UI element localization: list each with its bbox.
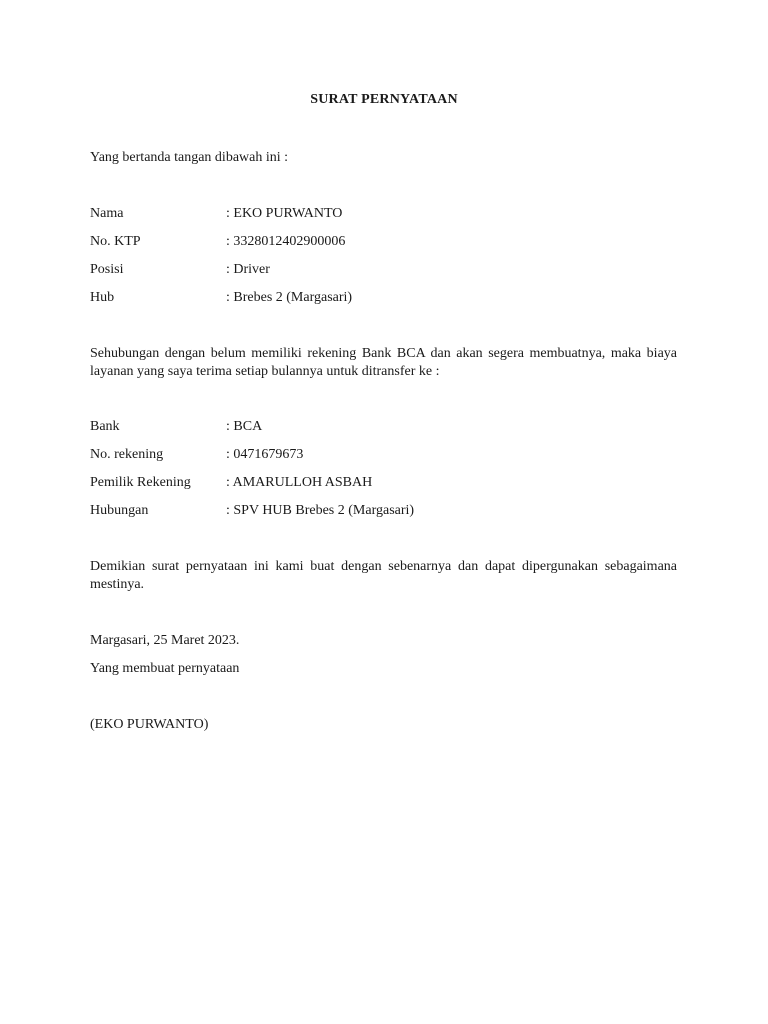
identity-row-name	[90, 205, 680, 223]
identity-row-position	[90, 261, 680, 279]
bank-label: No. rekening	[90, 447, 164, 462]
bank-row-bank	[90, 418, 680, 436]
place-date: Margasari, 25 Maret 2023.	[90, 633, 240, 648]
identity-value: : Driver	[226, 262, 270, 277]
body-paragraph: Sehubungan dengan belum memiliki rekening Bank BCA dan akan segera membuatnya, maka biaya layanan yang saya terima setiap bulannya untuk ditransfer ke :	[90, 346, 677, 379]
bank-value: : AMARULLOH ASBAH	[226, 475, 373, 490]
bank-value: : BCA	[226, 419, 263, 434]
signer-name: (EKO PURWANTO)	[90, 717, 209, 732]
bank-row-account-owner	[90, 474, 680, 492]
bank-row-relationship	[90, 502, 680, 520]
identity-label: Posisi	[90, 262, 124, 277]
closing-paragraph: Demikian surat pernyataan ini kami buat dengan sebenarnya dan dapat dipergunakan sebagaimana mestinya.	[90, 559, 677, 592]
bank-value: : 0471679673	[226, 447, 304, 462]
identity-value: : Brebes 2 (Margasari)	[226, 290, 353, 305]
identity-row-ktp	[90, 233, 680, 251]
identity-value: : 3328012402900006	[226, 234, 346, 249]
identity-value: : EKO PURWANTO	[226, 206, 343, 221]
intro-text: Yang bertanda tangan dibawah ini :	[90, 150, 289, 165]
identity-row-hub	[90, 289, 680, 307]
document-title: SURAT PERNYATAAN	[310, 92, 458, 107]
identity-label: Nama	[90, 206, 124, 221]
bank-label: Hubungan	[90, 503, 149, 518]
bank-label: Pemilik Rekening	[90, 475, 191, 490]
bank-row-account-number	[90, 446, 680, 464]
identity-label: No. KTP	[90, 234, 141, 249]
bank-label: Bank	[90, 419, 120, 434]
bank-value: : SPV HUB Brebes 2 (Margasari)	[226, 503, 415, 518]
identity-label: Hub	[90, 290, 115, 305]
signer-caption: Yang membuat pernyataan	[90, 661, 240, 676]
